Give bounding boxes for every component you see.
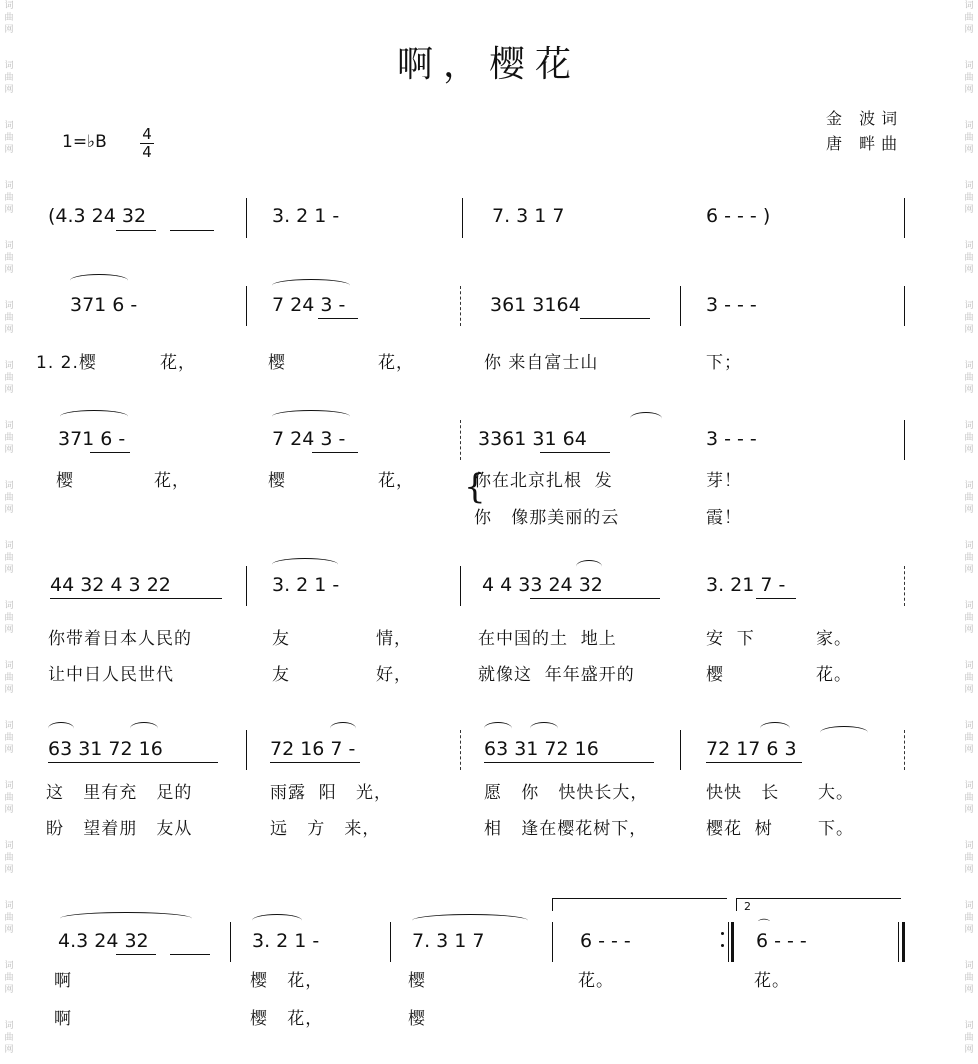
lyric-line: 樱 bbox=[268, 471, 286, 491]
underline bbox=[116, 230, 156, 231]
watermark-glyph: 网 bbox=[964, 265, 974, 275]
lyric-line: 安 下 bbox=[706, 629, 755, 649]
underline bbox=[706, 762, 802, 763]
watermark-glyph: 网 bbox=[964, 985, 974, 995]
watermark-glyph: 词 bbox=[964, 61, 974, 71]
watermark-glyph: 网 bbox=[4, 685, 14, 695]
barline bbox=[230, 922, 231, 962]
measure-3-4: 3 - - - bbox=[706, 428, 757, 450]
volta-2-bracket bbox=[736, 898, 901, 911]
watermark-glyph: 曲 bbox=[964, 733, 974, 743]
lyric-line: 霞！ bbox=[706, 508, 742, 528]
watermark-glyph: 词 bbox=[964, 181, 974, 191]
volta-2-number: 2 bbox=[744, 900, 751, 913]
watermark-glyph: 网 bbox=[4, 325, 14, 335]
lyric-line: 让中日人民世代 bbox=[48, 665, 174, 685]
watermark-glyph: 曲 bbox=[4, 973, 14, 983]
watermark-glyph: 词 bbox=[4, 541, 14, 551]
lyric-line: 花， bbox=[378, 471, 414, 491]
lyric-line: 你 像那美丽的云 bbox=[474, 508, 620, 528]
watermark-glyph: 网 bbox=[964, 865, 974, 875]
watermark-glyph: 网 bbox=[4, 445, 14, 455]
watermark-glyph: 网 bbox=[964, 625, 974, 635]
watermark-glyph: 词 bbox=[4, 121, 14, 131]
watermark-glyph: 词 bbox=[4, 301, 14, 311]
measure-4-2: 3. 2 1 - bbox=[272, 574, 340, 596]
slur bbox=[130, 722, 158, 735]
barline-dashed bbox=[904, 566, 906, 606]
lyric-line: 好， bbox=[376, 665, 412, 685]
watermark-glyph: 曲 bbox=[964, 253, 974, 263]
watermark-glyph: 词 bbox=[964, 121, 974, 131]
barline-dashed bbox=[460, 286, 462, 326]
watermark-glyph: 网 bbox=[964, 25, 974, 35]
measure-3-1: 371 6 - bbox=[58, 428, 126, 450]
watermark-glyph: 曲 bbox=[964, 913, 974, 923]
slur bbox=[630, 412, 662, 425]
barline bbox=[462, 198, 463, 238]
watermark-glyph: 词 bbox=[4, 661, 14, 671]
watermark-glyph: 网 bbox=[964, 685, 974, 695]
watermark-glyph: 网 bbox=[4, 25, 14, 35]
watermark-glyph: 曲 bbox=[964, 13, 974, 23]
watermark-glyph: 曲 bbox=[964, 313, 974, 323]
watermark-glyph: 网 bbox=[4, 925, 14, 935]
lyric-line: 愿 你 快快长大， bbox=[484, 783, 649, 803]
watermark-glyph: 网 bbox=[964, 1045, 974, 1055]
measure-4-3: 4 4 33 24 32 bbox=[482, 574, 603, 596]
lyric-line: 下； bbox=[706, 353, 742, 373]
lyric-line: 雨露 阳 光， bbox=[270, 783, 393, 803]
barline bbox=[728, 922, 729, 962]
underline bbox=[170, 230, 214, 231]
slur bbox=[272, 279, 350, 292]
watermark-glyph: 词 bbox=[964, 781, 974, 791]
watermark-glyph: 曲 bbox=[964, 613, 974, 623]
watermark-glyph: 词 bbox=[964, 241, 974, 251]
watermark-glyph: 词 bbox=[4, 1021, 14, 1031]
watermark-glyph: 曲 bbox=[4, 493, 14, 503]
lyric-line: 樱 花， bbox=[250, 1009, 324, 1029]
watermark-glyph: 词 bbox=[4, 721, 14, 731]
lyric-line: 花。 bbox=[754, 971, 790, 991]
underline bbox=[312, 452, 358, 453]
watermark-glyph: 网 bbox=[4, 625, 14, 635]
lyric-line: 相 逢在樱花树下， bbox=[484, 819, 648, 839]
watermark-glyph: 曲 bbox=[4, 433, 14, 443]
final-barline-thick bbox=[902, 922, 905, 962]
composer-credit: 唐 畔曲 bbox=[826, 134, 904, 153]
key-signature: 1=♭B bbox=[62, 132, 107, 152]
watermark-glyph: 曲 bbox=[964, 193, 974, 203]
underline bbox=[540, 452, 610, 453]
underline bbox=[170, 954, 210, 955]
measure-1-3: 7. 3 1 7 bbox=[492, 205, 565, 227]
watermark-glyph: 曲 bbox=[4, 193, 14, 203]
lyric-line: 友 bbox=[272, 665, 290, 685]
slur bbox=[530, 722, 558, 735]
measure-1-1: (4.3 24 32 bbox=[48, 205, 147, 227]
lyric-line: 花， bbox=[154, 471, 190, 491]
lyric-line: 樱 bbox=[408, 971, 426, 991]
watermark-glyph: 网 bbox=[964, 565, 974, 575]
barline bbox=[904, 286, 905, 326]
watermark-glyph: 网 bbox=[4, 565, 14, 575]
watermark-glyph: 曲 bbox=[4, 553, 14, 563]
watermark-glyph: 词 bbox=[964, 1021, 974, 1031]
watermark-glyph: 网 bbox=[4, 985, 14, 995]
watermark-glyph: 词 bbox=[964, 1, 974, 11]
fermata-icon: ⌒ bbox=[758, 918, 771, 932]
watermark-glyph: 曲 bbox=[964, 1033, 974, 1043]
measure-6-5: 6 - - - bbox=[756, 930, 807, 952]
lyric-line: 就像这 年年盛开的 bbox=[478, 665, 635, 685]
watermark-glyph: 曲 bbox=[964, 493, 974, 503]
measure-5-4: 72 17 6 3 bbox=[706, 738, 797, 760]
watermark-glyph: 词 bbox=[4, 961, 14, 971]
watermark-glyph: 词 bbox=[964, 421, 974, 431]
watermark-glyph: 词 bbox=[964, 301, 974, 311]
watermark-glyph: 曲 bbox=[4, 253, 14, 263]
lyric-line: 友 bbox=[272, 629, 290, 649]
barline bbox=[904, 420, 905, 460]
watermark-glyph: 曲 bbox=[4, 733, 14, 743]
measure-1-4: 6 - - - ) bbox=[706, 205, 771, 227]
slur bbox=[252, 914, 302, 927]
watermark-glyph: 词 bbox=[4, 241, 14, 251]
watermark-glyph: 词 bbox=[4, 361, 14, 371]
watermark-glyph: 词 bbox=[964, 361, 974, 371]
watermark-glyph: 曲 bbox=[964, 433, 974, 443]
lyric-line: 下。 bbox=[818, 819, 854, 839]
measure-5-2: 72 16 7 - bbox=[270, 738, 356, 760]
watermark-glyph: 网 bbox=[4, 85, 14, 95]
barline bbox=[680, 286, 681, 326]
watermark-glyph: 曲 bbox=[964, 73, 974, 83]
slur bbox=[48, 722, 74, 735]
lyric-line: 盼 望着朋 友从 bbox=[46, 819, 193, 839]
lyric-line: 樱花 树 bbox=[706, 819, 773, 839]
lyric-line: 樱 bbox=[408, 1009, 426, 1029]
lyric-line: 远 方 来， bbox=[270, 819, 381, 839]
watermark-glyph: 曲 bbox=[4, 913, 14, 923]
watermark-glyph: 曲 bbox=[964, 853, 974, 863]
watermark-glyph: 词 bbox=[4, 61, 14, 71]
watermark-glyph: 网 bbox=[964, 205, 974, 215]
watermark-glyph: 网 bbox=[4, 205, 14, 215]
measure-5-1: 63 31 72 16 bbox=[48, 738, 163, 760]
barline bbox=[246, 286, 247, 326]
time-signature-bottom: 4 bbox=[142, 143, 152, 161]
lyric-line: 你带着日本人民的 bbox=[48, 629, 192, 649]
underline bbox=[756, 598, 796, 599]
lyric-line: 花。 bbox=[816, 665, 852, 685]
watermark-glyph: 词 bbox=[4, 781, 14, 791]
repeat-barline-thick bbox=[731, 922, 734, 962]
watermark-glyph: 曲 bbox=[4, 1033, 14, 1043]
slur bbox=[484, 722, 512, 735]
measure-6-2: 3. 2 1 - bbox=[252, 930, 320, 952]
measure-3-2: 7 24 3 - bbox=[272, 428, 346, 450]
watermark-glyph: 曲 bbox=[4, 373, 14, 383]
watermark-glyph: 曲 bbox=[964, 553, 974, 563]
slur bbox=[60, 912, 192, 925]
lyric-line: 你 来自富士山 bbox=[484, 353, 599, 373]
lyric-line: 这 里有充 足的 bbox=[46, 783, 193, 803]
watermark-glyph: 词 bbox=[964, 961, 974, 971]
lyric-line: 啊 bbox=[54, 971, 72, 991]
slur bbox=[272, 558, 338, 571]
barline-dashed bbox=[460, 420, 462, 460]
watermark-glyph: 词 bbox=[964, 661, 974, 671]
measure-2-3: 361 3164 bbox=[490, 294, 581, 316]
watermark-glyph: 网 bbox=[964, 325, 974, 335]
measure-2-1: 371 6 - bbox=[70, 294, 138, 316]
watermark-glyph: 词 bbox=[4, 1, 14, 11]
lyric-line: 啊 bbox=[54, 1009, 72, 1029]
lyric-line: 情， bbox=[376, 629, 412, 649]
lyric-line: 芽！ bbox=[706, 471, 742, 491]
barline bbox=[246, 566, 247, 606]
underline bbox=[116, 954, 156, 955]
watermark-glyph: 网 bbox=[4, 805, 14, 815]
watermark-glyph: 词 bbox=[964, 901, 974, 911]
underline bbox=[48, 762, 218, 763]
barline bbox=[460, 566, 461, 606]
measure-4-1: 44 32 4 3 22 bbox=[50, 574, 171, 596]
watermark-glyph: 网 bbox=[964, 445, 974, 455]
measure-4-4: 3. 21 7 - bbox=[706, 574, 786, 596]
lyric-line: 花。 bbox=[578, 971, 614, 991]
watermark-glyph: 词 bbox=[964, 721, 974, 731]
watermark-glyph: 曲 bbox=[964, 673, 974, 683]
underline bbox=[484, 762, 654, 763]
verse-brace: { bbox=[464, 467, 486, 507]
underline bbox=[530, 598, 660, 599]
watermark-glyph: 词 bbox=[4, 841, 14, 851]
watermark-glyph: 曲 bbox=[4, 73, 14, 83]
watermark-glyph: 词 bbox=[964, 601, 974, 611]
watermark-glyph: 曲 bbox=[964, 373, 974, 383]
lyric-line: 1. 2.樱 bbox=[36, 353, 97, 373]
barline-dashed bbox=[904, 730, 906, 770]
lyricist-credit: 金 波词 bbox=[826, 109, 904, 128]
watermark-glyph: 网 bbox=[964, 145, 974, 155]
watermark-glyph: 词 bbox=[4, 421, 14, 431]
watermark-glyph: 网 bbox=[964, 385, 974, 395]
measure-3-3: 3361 31 64 bbox=[478, 428, 587, 450]
watermark-glyph: 网 bbox=[4, 385, 14, 395]
watermark-glyph: 曲 bbox=[4, 133, 14, 143]
barline bbox=[680, 730, 681, 770]
repeat-dot bbox=[721, 932, 724, 935]
lyric-line: 大。 bbox=[818, 783, 854, 803]
watermark-glyph: 曲 bbox=[4, 673, 14, 683]
measure-5-3: 63 31 72 16 bbox=[484, 738, 599, 760]
watermark-glyph: 网 bbox=[4, 505, 14, 515]
watermark-glyph: 网 bbox=[4, 265, 14, 275]
lyric-line: 樱 bbox=[56, 471, 74, 491]
song-title: 啊，樱花 bbox=[396, 44, 581, 85]
measure-6-1: 4.3 24 32 bbox=[58, 930, 149, 952]
watermark-glyph: 曲 bbox=[964, 133, 974, 143]
measure-2-4: 3 - - - bbox=[706, 294, 757, 316]
lyric-line: 樱 bbox=[268, 353, 286, 373]
lyric-line: 在中国的土 地上 bbox=[478, 629, 617, 649]
watermark-glyph: 词 bbox=[964, 541, 974, 551]
watermark-glyph: 网 bbox=[4, 145, 14, 155]
watermark-glyph: 曲 bbox=[964, 973, 974, 983]
watermark-glyph: 曲 bbox=[4, 793, 14, 803]
lyric-line: 快快 长 bbox=[706, 783, 780, 803]
barline bbox=[904, 198, 905, 238]
watermark-glyph: 曲 bbox=[4, 313, 14, 323]
watermark-glyph: 曲 bbox=[4, 853, 14, 863]
slur bbox=[412, 914, 528, 927]
measure-1-2: 3. 2 1 - bbox=[272, 205, 340, 227]
watermark-glyph: 网 bbox=[964, 85, 974, 95]
barline bbox=[246, 730, 247, 770]
measure-6-4: 6 - - - bbox=[580, 930, 631, 952]
barline bbox=[390, 922, 391, 962]
volta-1-bracket bbox=[552, 898, 727, 911]
watermark-glyph: 词 bbox=[964, 841, 974, 851]
barline-dashed bbox=[460, 730, 462, 770]
watermark-glyph: 网 bbox=[964, 745, 974, 755]
watermark-glyph: 网 bbox=[4, 1045, 14, 1055]
watermark-glyph: 网 bbox=[4, 745, 14, 755]
lyric-line: 你在北京扎根 发 bbox=[474, 471, 613, 491]
slur bbox=[272, 410, 350, 423]
watermark-glyph: 曲 bbox=[964, 793, 974, 803]
lyric-line: 樱 花， bbox=[250, 971, 324, 991]
watermark-glyph: 词 bbox=[4, 901, 14, 911]
slur bbox=[576, 560, 602, 573]
slur bbox=[820, 726, 868, 739]
measure-2-2: 7 24 3 - bbox=[272, 294, 346, 316]
barline bbox=[552, 922, 553, 962]
watermark-glyph: 词 bbox=[4, 481, 14, 491]
watermark-glyph: 网 bbox=[964, 805, 974, 815]
slur bbox=[70, 274, 128, 287]
underline bbox=[90, 452, 130, 453]
watermark-glyph: 曲 bbox=[4, 613, 14, 623]
slur bbox=[330, 722, 356, 735]
underline bbox=[318, 318, 358, 319]
watermark-glyph: 网 bbox=[4, 865, 14, 875]
lyric-line: 花， bbox=[160, 353, 196, 373]
lyric-line: 花， bbox=[378, 353, 414, 373]
underline bbox=[270, 762, 360, 763]
underline bbox=[580, 318, 650, 319]
watermark-glyph: 曲 bbox=[4, 13, 14, 23]
watermark-glyph: 网 bbox=[964, 925, 974, 935]
lyric-line: 家。 bbox=[816, 629, 852, 649]
barline bbox=[246, 198, 247, 238]
watermark-glyph: 词 bbox=[4, 601, 14, 611]
watermark-glyph: 词 bbox=[4, 181, 14, 191]
final-barline bbox=[898, 922, 899, 962]
watermark-glyph: 词 bbox=[964, 481, 974, 491]
time-signature-top: 4 bbox=[140, 126, 154, 144]
watermark-glyph: 网 bbox=[964, 505, 974, 515]
measure-6-3: 7. 3 1 7 bbox=[412, 930, 485, 952]
slur bbox=[60, 410, 128, 423]
repeat-dot bbox=[721, 944, 724, 947]
underline bbox=[50, 598, 222, 599]
lyric-line: 樱 bbox=[706, 665, 724, 685]
slur bbox=[760, 722, 790, 735]
